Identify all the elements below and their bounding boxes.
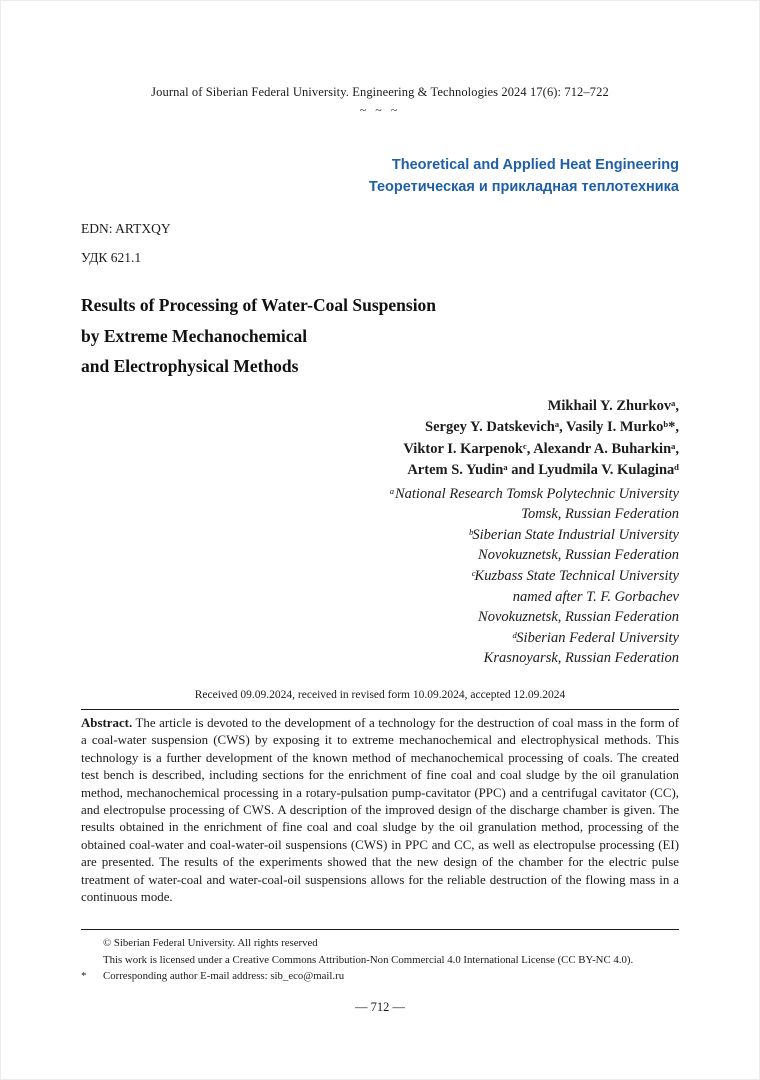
- affiliation-line-6: named after T. F. Gorbachev: [512, 588, 679, 605]
- article-title: [81, 290, 679, 382]
- affiliation-line-5: ᶜKuzbass State Technical University: [470, 567, 679, 584]
- abstract-paragraph: [81, 715, 679, 907]
- author-line-4: Artem S. Yudinᵃ and Lyudmila V. Kulaginaᵈ: [407, 462, 679, 479]
- abstract-label: Abstract.: [81, 715, 133, 730]
- footnote-rule: [81, 929, 679, 930]
- abstract-top-rule: [81, 709, 679, 710]
- affiliation-line-1: ᵃNational Research Tomsk Polytechnic University: [389, 485, 679, 502]
- tilde-separator: ~ ~ ~: [359, 103, 401, 117]
- abstract-text: The article is devoted to the development of a technology for the destruction of coal mass in the form of a coal-water suspension (CWS) by exposing it to extreme mechanochemical and electrophysical methods. This technology is a further development of the known method of mechanochemical processing of coals. The created test bench is described, including sections for the enrichment of fine coal and coal sludge by the oil granulation method, mechanochemical processing in a rotary-pulsation pump-cavitator (PPC) and a centrifugal cavitator (CC), and electropulse processing of CWS. A description of the improved design of the discharge chamber is given. The results obtained in the enrichment of fine coal and coal sludge by the oil granulation method, processing of the obtained coal-water and coal-water-oil suspensions (CWS) in PPC and CC, as well as electropulse processing (EI) are presented. The results of the experiments showed that the new design of the chamber for the electric pulse treatment of water-coal and water-coal-oil suspensions allows for the reliable destruction of the flowing mass in a continuous mode.: [81, 715, 679, 905]
- copyright-line: © Siberian Federal University. All rights reserved: [103, 937, 318, 950]
- footnote-marker: *: [81, 969, 87, 982]
- footnote-block: [81, 929, 679, 984]
- affiliation-line-4: Novokuznetsk, Russian Federation: [478, 547, 679, 564]
- rubric-russian: Теоретическая и прикладная теплотехника: [368, 179, 679, 196]
- authors-block: [81, 396, 679, 482]
- rubric-english: Theoretical and Applied Heat Engineering: [391, 157, 679, 173]
- received-dates-line: Received 09.09.2024, received in revised form 10.09.2024, accepted 12.09.2024: [194, 688, 566, 701]
- author-line-1: Mikhail Y. Zhurkovᵃ,: [547, 397, 679, 414]
- section-rubric: [81, 154, 679, 199]
- corresponding-author-text: Corresponding author E-mail address: sib_eco@mail.ru: [103, 969, 345, 982]
- corresponding-author-line: [81, 968, 679, 984]
- flex-spacer: [81, 906, 679, 929]
- affiliation-line-9: Krasnoyarsk, Russian Federation: [483, 650, 679, 667]
- affiliation-line-7: Novokuznetsk, Russian Federation: [478, 609, 679, 626]
- page-number: — 712 —: [355, 1000, 405, 1014]
- journal-header-line: Journal of Siberian Federal University. Engineering & Technologies 2024 17(6): 712–722: [151, 85, 609, 99]
- udk-code: УДК 621.1: [81, 249, 142, 265]
- affiliation-line-2: Tomsk, Russian Federation: [521, 506, 679, 523]
- affiliation-line-8: ᵈSiberian Federal University: [511, 629, 679, 646]
- author-line-2: Sergey Y. Datskevichᵃ, Vasily I. Murkoᵇ*,: [425, 419, 679, 436]
- title-line-3: and Electrophysical Methods: [81, 356, 299, 377]
- edn-code: EDN: ARTXQY: [81, 220, 171, 236]
- title-line-2: by Extreme Mechanochemical: [81, 325, 308, 346]
- author-line-3: Viktor I. Karpenokᶜ, Alexandr A. Buharkinᵃ,: [403, 440, 679, 457]
- title-line-1: Results of Processing of Water-Coal Suspension: [81, 294, 437, 315]
- affiliations-block: [81, 484, 679, 669]
- license-line: This work is licensed under a Creative Commons Attribution-Non Commercial 4.0 International License (CC BY-NC 4.0).: [103, 953, 634, 966]
- affiliation-line-3: ᵇSiberian State Industrial University: [468, 526, 679, 543]
